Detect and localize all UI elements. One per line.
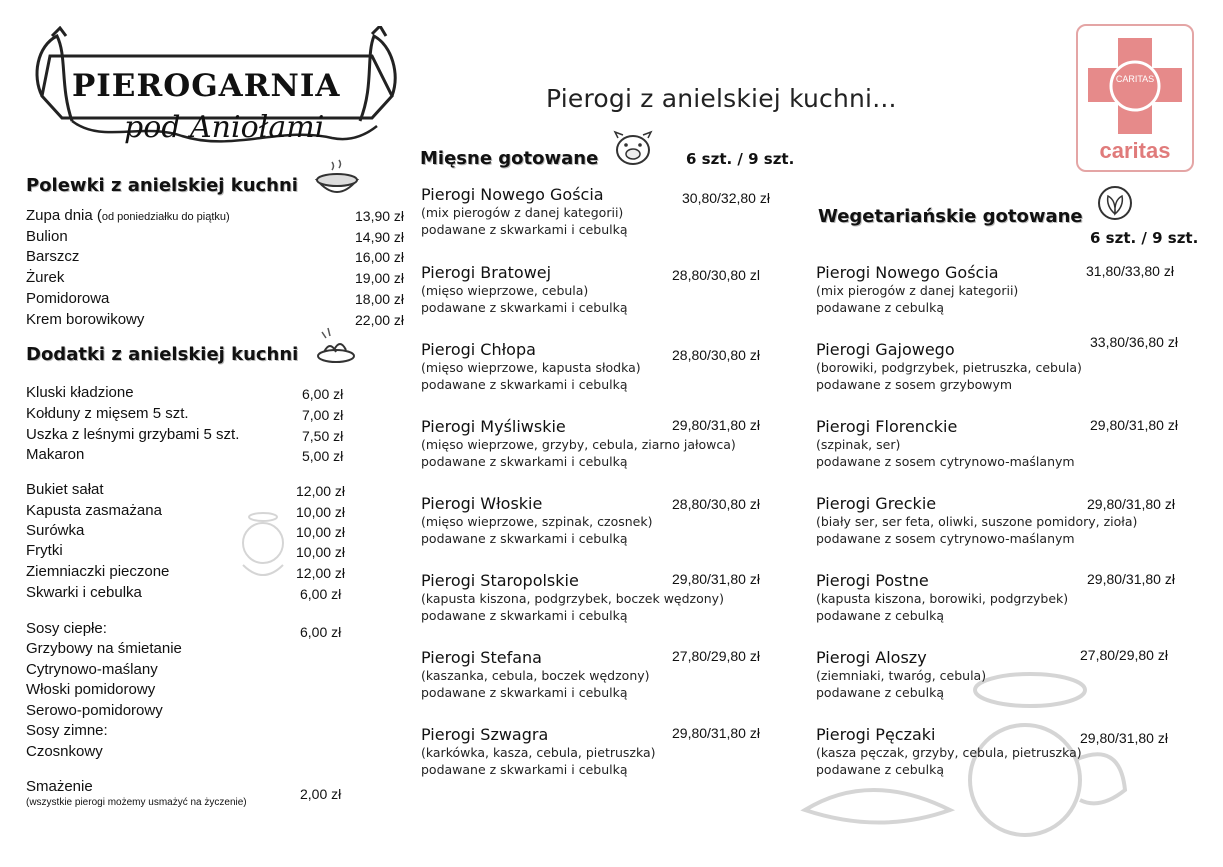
soup-name: Bulion [26, 228, 68, 245]
meat-count-header: 6 szt. / 9 szt. [686, 150, 795, 168]
caritas-cross-icon [1078, 30, 1192, 140]
caritas-word: caritas [1099, 138, 1171, 163]
soup-item-price: 16,00 zł [355, 249, 405, 265]
soup-item-price: 14,90 zł [355, 229, 405, 245]
veg-pierogi-name: Pierogi Postne [816, 571, 929, 590]
veg-pierogi-price: 29,80/31,80 zł [1087, 496, 1175, 512]
frying-note: (wszystkie pierogi możemy usmażyć na życzenie) [26, 797, 247, 808]
meat-pierogi-serving: podawane z skwarkami i cebulką [421, 300, 628, 315]
hot-sauces-label: Sosy ciepłe: [26, 620, 107, 637]
meat-pierogi-name: Pierogi Stefana [421, 648, 542, 667]
meat-pierogi-price: 30,80/32,80 zł [682, 190, 770, 206]
soup-item-price: 22,00 zł [355, 312, 405, 328]
caritas-seal-text: CARITAS [1115, 74, 1155, 84]
meat-pierogi-serving: podawane z skwarkami i cebulką [421, 762, 628, 777]
angel-decoration-icon [228, 505, 298, 585]
leaves-icon [1096, 184, 1134, 222]
meat-pierogi-desc: (kapusta kiszona, podgrzybek, boczek wędzony) [421, 591, 724, 606]
veg-pierogi-name: Pierogi Aloszy [816, 648, 927, 667]
soups-section-title: Polewki z anielskiej kuchni [26, 175, 298, 196]
veg-pierogi-desc: (biały ser, ser feta, oliwki, suszone pomidory, zioła) [816, 514, 1138, 529]
hot-sauce-item: Grzybowy na śmietanie [26, 640, 182, 657]
side-item-price: 10,00 zł [296, 524, 346, 540]
soup-item-price: 13,90 zł [355, 208, 405, 224]
veg-pierogi-desc: (szpinak, ser) [816, 437, 901, 452]
veg-pierogi-serving: podawane z cebulką [816, 300, 944, 315]
meat-section-title: Mięsne gotowane [420, 148, 599, 169]
logo-line1: PIEROGARNIA [72, 68, 341, 104]
meat-pierogi-name: Pierogi Włoskie [421, 494, 543, 513]
hot-sauce-item: Serowo-pomidorowy [26, 702, 163, 719]
page-title: Pierogi z anielskiej kuchni... [546, 84, 897, 113]
meat-pierogi-desc: (mięso wieprzowe, kapusta słodka) [421, 360, 641, 375]
soup-name: Pomidorowa [26, 290, 110, 307]
side-item-name: Kluski kładzione [26, 384, 134, 401]
side-item-price: 10,00 zł [296, 544, 346, 560]
soup-name: Barszcz [26, 248, 80, 265]
veg-count-header: 6 szt. / 9 szt. [1090, 229, 1199, 247]
frying-price: 2,00 zł [300, 786, 342, 802]
meat-pierogi-price: 29,80/31,80 zł [672, 725, 760, 741]
veg-section-title: Wegetariańskie gotowane [818, 206, 1083, 227]
veg-pierogi-price: 31,80/33,80 zł [1086, 263, 1174, 279]
soup-name: Zupa dnia ( [26, 207, 102, 224]
veg-pierogi-serving: podawane z cebulką [816, 608, 944, 623]
meat-pierogi-desc: (mięso wieprzowe, grzyby, cebula, ziarno jałowca) [421, 437, 736, 452]
hot-sauce-item: Cytrynowo-maślany [26, 661, 158, 678]
meat-pierogi-price: 28,80/30,80 zł [672, 347, 760, 363]
restaurant-logo [32, 26, 400, 156]
veg-pierogi-serving: podawane z sosem cytrynowo-maślanym [816, 531, 1075, 546]
hot-sauce-item: Włoski pomidorowy [26, 681, 156, 698]
side-item-price: 12,00 zł [296, 483, 346, 499]
meat-pierogi-name: Pierogi Staropolskie [421, 571, 579, 590]
side-item-name: Kapusta zasmażana [26, 502, 162, 519]
soup-name: Żurek [26, 269, 65, 286]
meat-pierogi-serving: podawane z skwarkami i cebulką [421, 377, 628, 392]
meat-pierogi-name: Pierogi Szwagra [421, 725, 549, 744]
side-item-name: Uszka z leśnymi grzybami 5 szt. [26, 426, 240, 443]
veg-pierogi-desc: (borowiki, podgrzybek, pietruszka, cebula) [816, 360, 1082, 375]
soup-item-name [26, 311, 144, 329]
side-item-price: 5,00 zł [302, 448, 344, 464]
meat-pierogi-price: 27,80/29,80 zł [672, 648, 760, 664]
veg-pierogi-price: 29,80/31,80 zł [1080, 730, 1168, 746]
meat-pierogi-price: 28,80/30,80 zł [672, 496, 760, 512]
veg-pierogi-serving: podawane z cebulką [816, 685, 944, 700]
soup-item-name [26, 269, 64, 287]
soup-note: od poniedziałku do piątku) [101, 211, 230, 223]
caritas-logo [1076, 24, 1194, 172]
meat-pierogi-desc: (mięso wieprzowe, cebula) [421, 283, 589, 298]
soup-item-name [26, 228, 68, 246]
dumplings-plate-icon [316, 326, 356, 366]
meat-pierogi-desc: (mix pierogów z danej kategorii) [421, 205, 624, 220]
meat-pierogi-price: 28,80/30,80 zl [672, 267, 760, 283]
veg-pierogi-serving: podawane z sosem cytrynowo-maślanym [816, 454, 1075, 469]
meat-pierogi-name: Pierogi Chłopa [421, 340, 536, 359]
side-item-name: Ziemniaczki pieczone [26, 563, 170, 580]
meat-pierogi-serving: podawane z skwarkami i cebulką [421, 531, 628, 546]
veg-pierogi-name: Pierogi Florenckie [816, 417, 958, 436]
veg-pierogi-price: 27,80/29,80 zł [1080, 647, 1168, 663]
veg-pierogi-desc: (ziemniaki, twaróg, cebula) [816, 668, 987, 683]
side-item-name: Skwarki i cebulka [26, 584, 142, 601]
side-item-name: Makaron [26, 446, 85, 463]
side-item-name: Surówka [26, 522, 85, 539]
frying-name: Smażenie [26, 778, 93, 795]
veg-pierogi-serving: podawane z cebulką [816, 762, 944, 777]
soup-item-price: 19,00 zł [355, 270, 405, 286]
veg-pierogi-name: Pierogi Greckie [816, 494, 937, 513]
meat-pierogi-price: 29,80/31,80 zł [672, 571, 760, 587]
side-item-price: 12,00 zł [296, 565, 346, 581]
meat-pierogi-serving: podawane z skwarkami i cebulką [421, 454, 628, 469]
side-item-price: 7,00 zł [302, 407, 344, 423]
veg-pierogi-name: Pierogi Pęczaki [816, 725, 936, 744]
soup-item-name [26, 207, 230, 226]
sauces-price: 6,00 zł [300, 624, 342, 640]
soup-name: Krem borowikowy [26, 311, 145, 328]
veg-pierogi-desc: (kasza pęczak, grzyby, cebula, pietruszka) [816, 745, 1082, 760]
meat-pierogi-desc: (karkówka, kasza, cebula, pietruszka) [421, 745, 656, 760]
side-item-price: 7,50 zł [302, 428, 344, 444]
meat-pierogi-serving: podawane z skwarkami i cebulką [421, 685, 628, 700]
side-item-name: Kołduny z mięsem 5 szt. [26, 405, 189, 422]
cold-sauces-label: Sosy zimne: [26, 722, 108, 739]
meat-pierogi-desc: (kaszanka, cebula, boczek wędzony) [421, 668, 650, 683]
side-item-price: 10,00 zł [296, 504, 346, 520]
side-item-name: Bukiet sałat [26, 481, 104, 498]
veg-pierogi-serving: podawane z sosem grzybowym [816, 377, 1013, 392]
meat-pierogi-serving: podawane z skwarkami i cebulką [421, 608, 628, 623]
veg-pierogi-price: 29,80/31,80 zł [1090, 417, 1178, 433]
meat-pierogi-serving: podawane z skwarkami i cebulką [421, 222, 628, 237]
soup-bowl-icon [314, 158, 360, 200]
cold-sauce-item: Czosnkowy [26, 743, 103, 760]
meat-pierogi-name: Pierogi Myśliwskie [421, 417, 566, 436]
veg-pierogi-name: Pierogi Gajowego [816, 340, 955, 359]
soup-item-name [26, 290, 109, 308]
meat-pierogi-name: Pierogi Bratowej [421, 263, 552, 282]
veg-pierogi-desc: (kapusta kiszona, borowiki, podgrzybek) [816, 591, 1069, 606]
veg-pierogi-desc: (mix pierogów z danej kategorii) [816, 283, 1019, 298]
meat-pierogi-price: 29,80/31,80 zł [672, 417, 760, 433]
veg-pierogi-price: 29,80/31,80 zł [1087, 571, 1175, 587]
soup-item-name [26, 248, 79, 266]
pig-icon [612, 130, 654, 168]
logo-line2: pod Aniołami [124, 110, 325, 145]
meat-pierogi-name: Pierogi Nowego Gościa [421, 185, 604, 204]
soup-item-price: 18,00 zł [355, 291, 405, 307]
side-item-price: 6,00 zł [302, 386, 344, 402]
veg-pierogi-name: Pierogi Nowego Gościa [816, 263, 999, 282]
sides-section-title: Dodatki z anielskiej kuchni [26, 344, 299, 365]
veg-pierogi-price: 33,80/36,80 zł [1090, 334, 1178, 350]
side-item-price: 6,00 zł [300, 586, 342, 602]
meat-pierogi-desc: (mięso wieprzowe, szpinak, czosnek) [421, 514, 653, 529]
side-item-name: Frytki [26, 542, 63, 559]
